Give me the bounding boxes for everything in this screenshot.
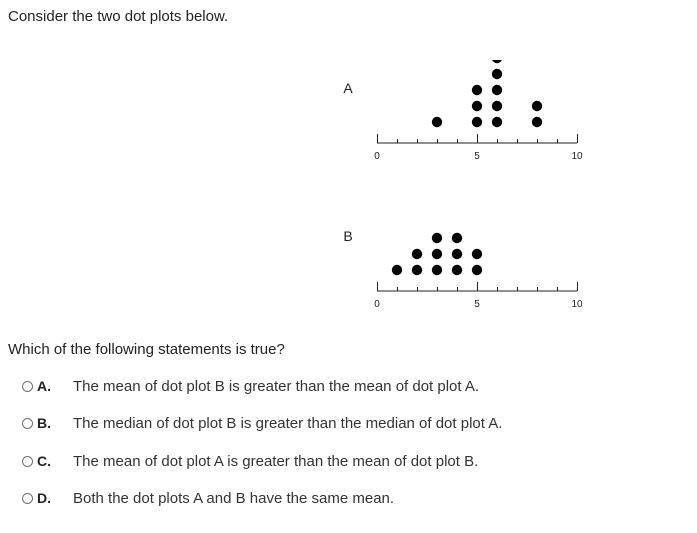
data-dot [532, 117, 542, 127]
tick-label: 10 [571, 151, 583, 162]
choice-a[interactable] [22, 375, 479, 397]
data-dot [492, 69, 502, 79]
dot-plot-b [0, 208, 697, 338]
tick-label: 5 [474, 299, 480, 310]
data-dot [432, 233, 442, 243]
choice-letter: D. [37, 490, 51, 506]
data-dot [452, 249, 462, 259]
plot-label: A [343, 80, 353, 96]
data-dot [432, 265, 442, 275]
dot-plot-a [0, 60, 697, 190]
data-dot [492, 117, 502, 127]
choice-text: Both the dot plots A and B have the same mean. [73, 489, 395, 507]
data-dot [472, 249, 482, 259]
radio-button[interactable] [22, 493, 33, 504]
data-dot [472, 265, 482, 275]
tick-label: 10 [571, 299, 583, 310]
tick-label: 0 [374, 151, 380, 162]
choice-d[interactable] [22, 487, 394, 509]
choice-text: The mean of dot plot A is greater than the mean of dot plot B. [73, 452, 479, 470]
intro-text: Consider the two dot plots below. [8, 8, 229, 25]
data-dot [472, 101, 482, 111]
radio-button[interactable] [22, 381, 33, 392]
choice-text: The median of dot plot B is greater than the median of dot plot A. [73, 414, 503, 432]
choice-letter: A. [37, 378, 51, 394]
choice-text: The mean of dot plot B is greater than the mean of dot plot A. [73, 377, 480, 395]
data-dot [492, 60, 502, 63]
data-dot [532, 101, 542, 111]
data-dot [492, 85, 502, 95]
radio-button[interactable] [22, 418, 33, 429]
data-dot [432, 249, 442, 259]
choice-letter: C. [37, 453, 51, 469]
plot-label: B [343, 228, 353, 244]
data-dot [412, 249, 422, 259]
data-dot [452, 233, 462, 243]
data-dot [492, 101, 502, 111]
question-text: Which of the following statements is true? [8, 341, 285, 358]
data-dot [432, 117, 442, 127]
tick-label: 5 [474, 151, 480, 162]
data-dot [472, 117, 482, 127]
data-dot [472, 85, 482, 95]
choice-c[interactable] [22, 450, 478, 472]
tick-label: 0 [374, 299, 380, 310]
data-dot [452, 265, 462, 275]
choice-letter: B. [37, 415, 51, 431]
choice-b[interactable] [22, 412, 502, 434]
data-dot [392, 265, 402, 275]
data-dot [412, 265, 422, 275]
radio-button[interactable] [22, 456, 33, 467]
